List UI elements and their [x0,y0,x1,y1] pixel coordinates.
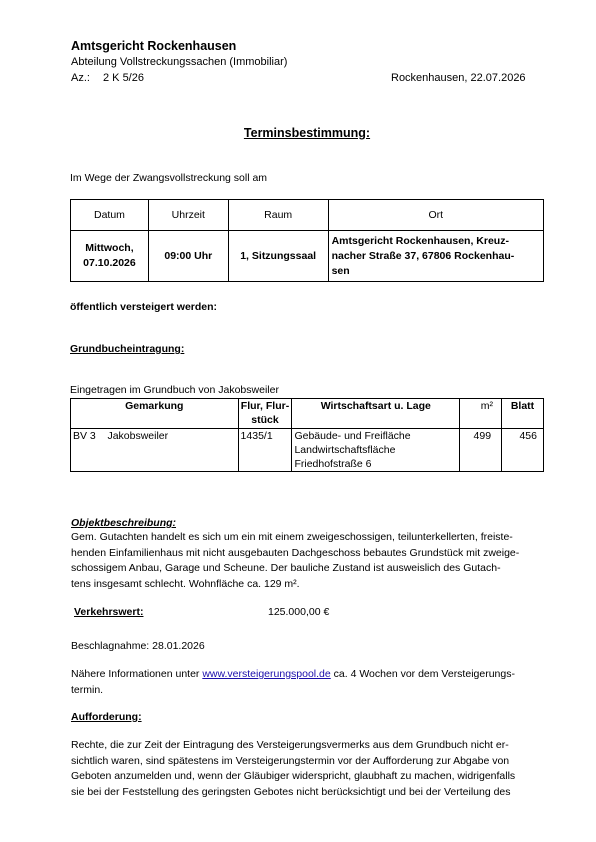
aufforderung-text [71,738,545,800]
header-ort: Ort [328,200,543,231]
gb-data-row [71,429,544,472]
objekt-line-3: schossigem Anbau, Garage und Scheune. Der bauliche Zustand ist ausweislich des Gutach- [71,562,501,574]
gb-header-m2: m² [460,399,502,429]
cell-uhrzeit: 09:00 Uhr [148,231,228,282]
gb-header-flur-line1: Flur, Flur- [240,400,290,412]
ort-line-3: sen [331,264,350,277]
gb-cell-wirtschaftsart [292,429,460,472]
gb-wirt-line2: Landwirtschaftsfläche [294,444,396,456]
gb-gemarkung: Jakobsweiler [107,430,169,442]
aufforderung-line-1: Rechte, die zur Zeit der Eintragung des Versteigerungsvermerks aus dem Grundbuch nicht er- [71,739,509,751]
info-text [71,667,545,698]
beschlagnahme-text: Beschlagnahme: 28.01.2026 [71,640,205,652]
eingetragen-text: Eingetragen im Grundbuch von Jakobsweiler [70,384,279,396]
info-line-1 [71,667,545,683]
header-datum: Datum [71,200,149,231]
gb-header-wirtschaftsart: Wirtschaftsart u. Lage [292,399,460,429]
gb-wirt-line1: Gebäude- und Freifläche [294,430,411,442]
info-prefix: Nähere Informationen unter [71,668,203,680]
termin-header-row [71,200,544,231]
gb-cell-m2: 499 [460,429,502,472]
gb-header-flur-line2: stück [251,414,279,426]
place-date: Rockenhausen, 22.07.2026 [391,72,526,84]
ort-line-1: Amtsgericht Rockenhausen, Kreuz- [331,234,509,247]
objekt-heading: Objektbeschreibung: [71,517,177,529]
az-label: Az.: [71,72,90,84]
aufforderung-line-3: Geboten anzumelden und, wenn der Gläubiger widerspricht, glaubhaft zu machen, widrigenfalls [71,770,516,782]
info-suffix: ca. 4 Wochen vor dem Versteigerungs- [330,668,515,680]
objekt-text [71,530,545,592]
objekt-line-1: Gem. Gutachten handelt es sich um ein mit einem zweigeschossigen, teilunterkellerten, freiste- [71,531,513,543]
cell-datum [71,231,149,282]
gb-wirt-line3: Friedhofstraße 6 [294,458,372,470]
grundbuch-heading: Grundbucheintragung: [70,343,185,355]
termin-data-row [71,231,544,282]
verkehrswert-value: 125.000,00 € [268,606,330,618]
gb-header-row [71,399,544,429]
termin-table [70,199,544,282]
court-name: Amtsgericht Rockenhausen [71,39,237,53]
gb-header-blatt: Blatt [502,399,544,429]
department: Abteilung Vollstreckungssachen (Immobiliar) [71,56,288,68]
ort-line-2: nacher Straße 37, 67806 Rockenhau- [331,249,515,262]
az-number: 2 K 5/26 [103,72,144,84]
verkehrswert-label: Verkehrswert: [74,606,144,618]
objekt-line-4: tens insgesamt schlecht. Wohnfläche ca. 129 m². [71,577,300,590]
versteigert-text: öffentlich versteigert werden: [70,301,218,313]
document-title: Terminsbestimmung: [243,126,371,140]
cell-raum: 1, Sitzungssaal [228,231,328,282]
objekt-line-2: henden Einfamilienhaus mit nicht ausgebauten Dachgeschoss bebautes Grundstück mit zweige- [71,546,520,559]
gb-cell-blatt: 456 [502,429,544,472]
aufforderung-line-4: sie bei der Feststellung des geringsten Gebotes nicht berücksichtigt und bei der Verteilung des [71,785,511,798]
gb-header-gemarkung: Gemarkung [71,399,239,429]
cell-ort [328,231,543,282]
datum-weekday: Mittwoch, [85,242,134,254]
gb-bv: BV 3 [73,430,96,442]
gb-cell-flur: 1435/1 [238,429,292,472]
aufforderung-heading: Aufforderung: [71,711,142,723]
header-raum: Raum [228,200,328,231]
header-uhrzeit: Uhrzeit [148,200,228,231]
versteigerungspool-link[interactable]: www.versteigerungspool.de [202,668,331,680]
datum-date: 07.10.2026 [83,257,136,269]
gb-header-flur [238,399,292,429]
aufforderung-line-2: sichtlich waren, sind spätestens im Versteigerungstermin vor der Aufforderung zur Abgabe von [71,754,510,767]
info-line-2: termin. [71,683,104,696]
gb-cell-gemarkung [71,429,239,472]
intro-text: Im Wege der Zwangsvollstreckung soll am [70,172,268,184]
grundbuch-table [70,398,544,472]
